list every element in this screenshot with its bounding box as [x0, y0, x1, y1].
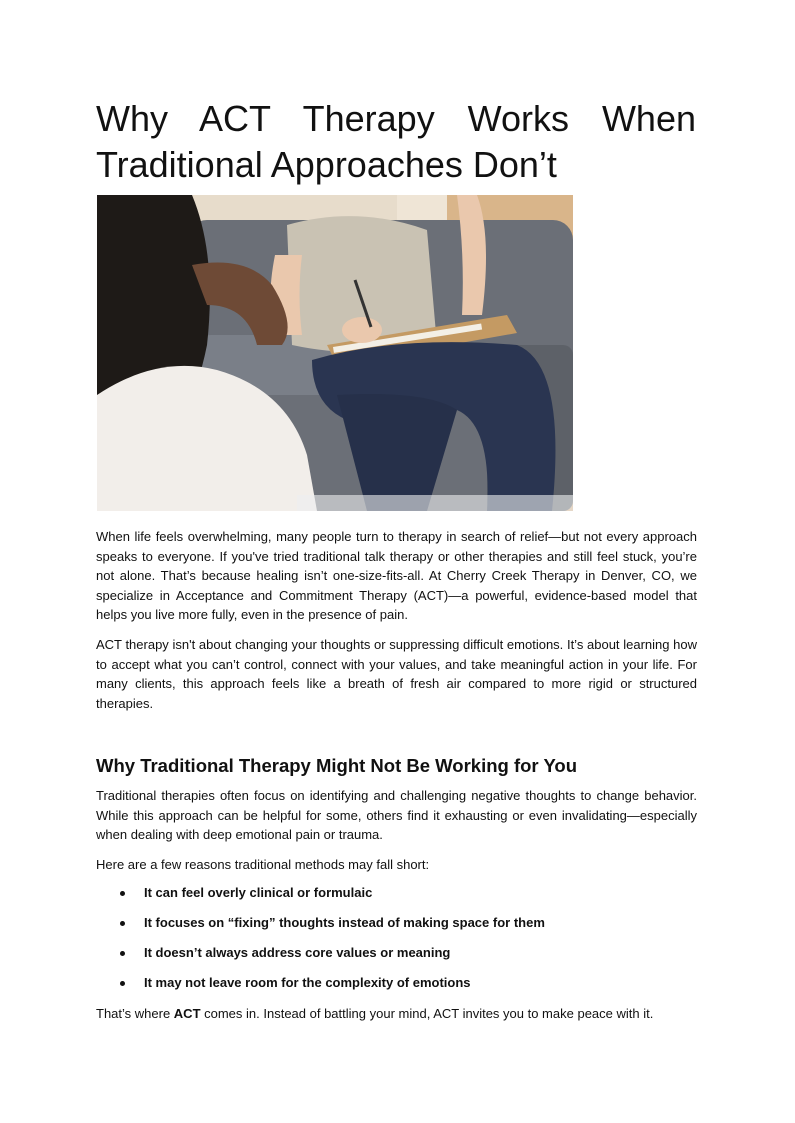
therapy-session-photo-icon [97, 195, 573, 511]
list-item [96, 913, 697, 943]
hero-image [97, 195, 573, 511]
section-heading: Why Traditional Therapy Might Not Be Working for You [96, 755, 578, 776]
closing-text-post: comes in. Instead of battling your mind, ACT invites you to make peace with it. [200, 1006, 654, 1021]
intro-paragraph-1: When life feels overwhelming, many people turn to therapy in search of relief—but not every approach speaks to everyone. If you've tried traditional talk therapy or other therapies and still feel stuck, you’re not alone. That’s because healing isn’t one-size-fits-all. At Cherry Creek Therapy in Denver, CO, we specialize in Acceptance and Commitment Therapy (ACT)—a powerful, evidence-based model that helps you live more fully, even in the presence of pain. [96, 529, 697, 622]
bullet-icon [120, 951, 125, 956]
page-title: Why ACT Therapy Works When Traditional Approaches Don’t [96, 98, 696, 185]
list-item-text: It can feel overly clinical or formulaic [144, 885, 373, 900]
list-item [96, 883, 697, 913]
list-item [96, 973, 697, 1003]
bullet-icon [120, 891, 125, 896]
list-item-text: It may not leave room for the complexity of emotions [144, 975, 471, 990]
list-item-text: It focuses on “fixing” thoughts instead of making space for them [144, 915, 545, 930]
list-item [96, 943, 697, 973]
section-paragraph-1: Traditional therapies often focus on identifying and challenging negative thoughts to change behavior. While this approach can be helpful for some, others find it exhausting or even invalidating—especially when dealing with deep emotional pain or trauma. [96, 788, 697, 842]
closing-text-act: ACT [173, 1006, 201, 1021]
closing-text-pre: That’s where [96, 1006, 174, 1021]
section-paragraph-2: Here are a few reasons traditional methods may fall short: [96, 857, 430, 872]
closing-paragraph [96, 1004, 697, 1024]
intro-paragraph-2: ACT therapy isn't about changing your thoughts or suppressing difficult emotions. It’s about learning how to accept what you can’t control, connect with your values, and take meaningful action in your life. For many clients, this approach feels like a breath of fresh air compared to more rigid or structured therapies. [96, 637, 697, 711]
bullet-icon [120, 981, 125, 986]
bullet-icon [120, 921, 125, 926]
list-item-text: It doesn’t always address core values or meaning [144, 945, 451, 960]
reasons-list [96, 883, 697, 1003]
